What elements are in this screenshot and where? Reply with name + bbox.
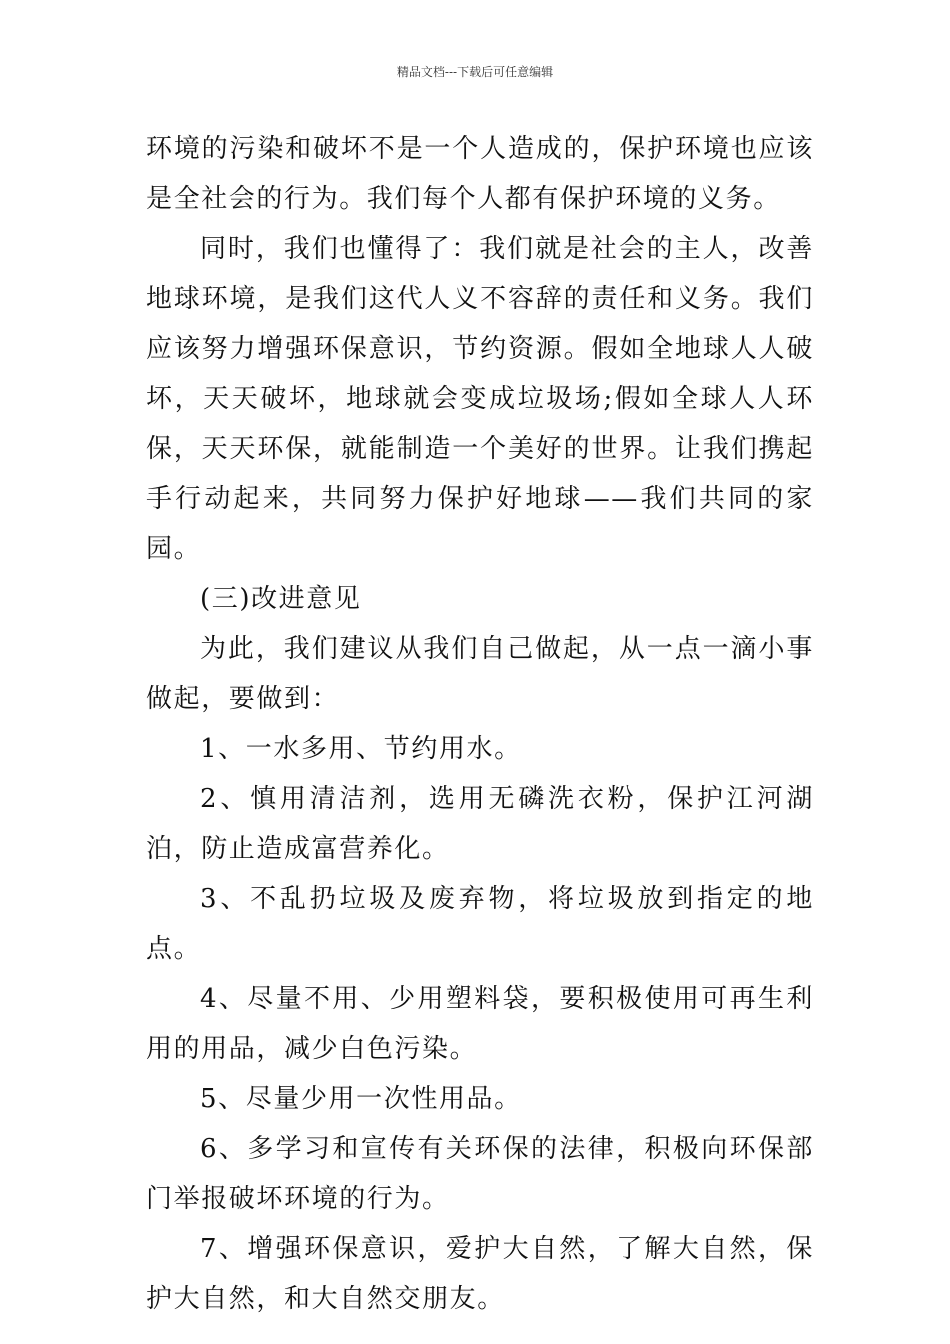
list-item-4: 4、尽量不用、少用塑料袋，要积极使用可再生利用的用品，减少白色污染。: [146, 984, 814, 1064]
list-item-7: 7、增强环保意识，爱护大自然，了解大自然，保护大自然，和大自然交朋友。: [146, 1234, 814, 1314]
paragraph-1: 环境的污染和破坏不是一个人造成的，保护环境也应该是全社会的行为。我们每个人都有保护环境的义务。: [146, 134, 814, 214]
list-item-3: 3、不乱扔垃圾及废弃物，将垃圾放到指定的地点。: [146, 884, 814, 964]
document-body: [146, 124, 814, 1324]
list-item-6: 6、多学习和宣传有关环保的法律，积极向环保部门举报破坏环境的行为。: [146, 1134, 814, 1214]
list-item-5: 5、尽量少用一次性用品。: [200, 1084, 522, 1114]
page-header: 精品文档---下载后可任意编辑: [396, 65, 554, 79]
list-item-2: 2、慎用清洁剂，选用无磷洗衣粉，保护江河湖泊，防止造成富营养化。: [146, 784, 814, 864]
paragraph-2: 同时，我们也懂得了：我们就是社会的主人，改善地球环境，是我们这代人义不容辞的责任和义务。我们应该努力增强环保意识，节约资源。假如全地球人人破坏，天天破坏，地球就会变成垃圾场;假如全球人人环保，天天环保，就能制造一个美好的世界。让我们携起手行动起来，共同努力保护好地球——我们共同的家园。: [146, 234, 814, 564]
section-heading: (三)改进意见: [200, 584, 362, 614]
list-item-1: 1、一水多用、节约用水。: [200, 734, 522, 764]
paragraph-intro: 为此，我们建议从我们自己做起，从一点一滴小事做起，要做到：: [146, 634, 814, 714]
